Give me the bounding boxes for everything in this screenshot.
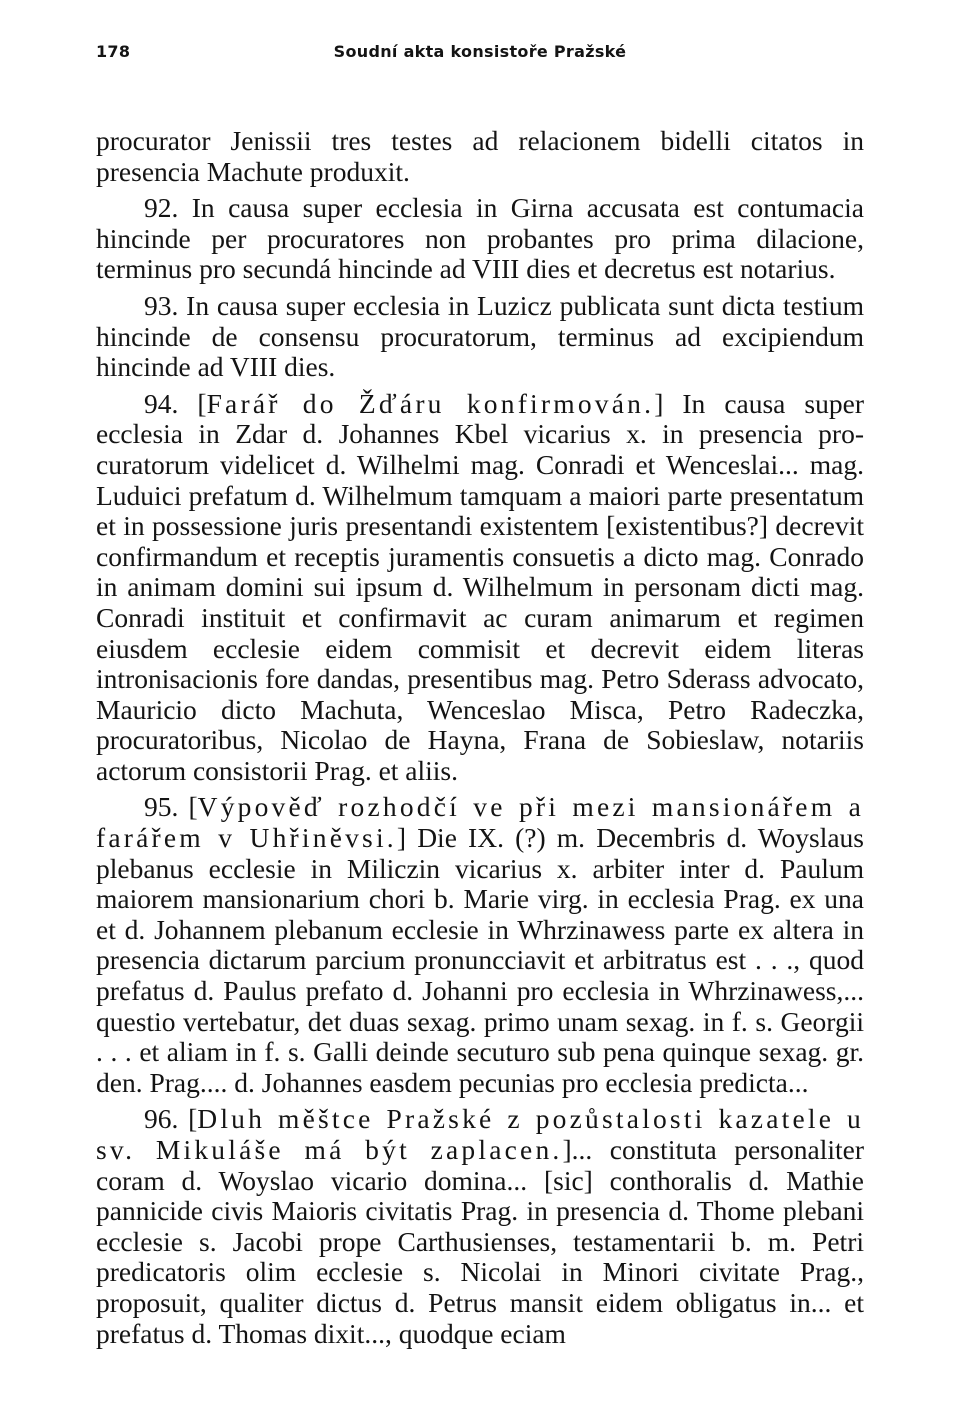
paragraph-heading: Dluh měštce Pražské z pozůstalosti kazatele u sv. Mikuláše má být zaplacen.: [96, 1103, 864, 1165]
paragraph-text: procurator Jenissii tres testes ad relacionem bidelli citatos in presencia Machute produxit.: [96, 125, 864, 187]
paragraph-heading: Farář do Žďáru konfirmován.: [206, 387, 655, 419]
paragraph-text: In causa super ecclesia in Luzicz publicata sunt dicta testium hincinde de consensu procuratorum, terminus ad excipiendum hincinde ad VIII dies.: [96, 289, 864, 383]
running-title: Soudní akta konsistoře Pražské: [333, 42, 627, 61]
paragraph-94: 94. [Farář do Žďáru konfirmován.] In causa super ecclesia in Zdar d. Johannes Kbel vicarius x. in presencia procuratorum videlicet d. Wilhelmi mag. Conradi et Wenceslai... mag. Luduici prefatum d. Wilhelmum tamquam a maiori parte presentatum et in possessione juris presentandi existentem [existentibus?] decrevit confirmandum et receptis juramentis consuetis a dicto mag. Conrado in animam domini sui ipsum d. Wilhelmum in personam dicti mag. Conradi instituit et confirmavit ac curam animarum et regimen eiusdem ecclesie eidem commisit et decrevit eidem literas intronisacionis fore dandas, presentibus mag. Petro Sderass advocato, Mauricio dicto Machuta, Wenceslao Misca, Petro Radeczka, procuratoribus, Nicolao de Hayna, Frana de Sobieslaw, notariis actorum consistorii Prag. et aliis.: [96, 387, 864, 786]
paragraph-95: 95. [Výpověď rozhodčí ve při mezi mansionářem a farářem v Uhřiněvsi.] Die IX. (?) m. Decembris d. Woyslaus plebanus ecclesie in Miliczin vicarius x. arbiter inter d. Paulum maiorem mansionarium chori b. Marie virg. in ecclesia Prag. ex una et d. Johannem plebanum ecclesie in Whrzinawess parte ex altera in presencia dictarum parcium pronuncciavit et arbitratus est . . ., quod prefatus d. Paulus prefato d. Johanni pro ecclesia in Whrzinawess,... questio vertebatur, det duas sexag. primo unam sexag. in f. s. Georgii . . . et aliam in f. s. Galli deinde secuturo sub pena quinque sexag. gr. den. Prag.... d. Johannes easdem pecunias pro ecclesia predicta...: [96, 791, 865, 1098]
paragraph-92: [96, 193, 864, 285]
paragraph-continuation: [96, 126, 864, 187]
paragraph-text: Die IX. (?) m. Decembris d. Woyslaus plebanus ecclesie in Miliczin vicarius x. arbiter inter d. Paulum maiorem mansionarium chori b. Marie virg. in ecclesia Prag. ex una et d. Johannem plebanum ecclesie in Whrzinawess parte ex altera in presencia dictarum parcium pronuncciavit et arbitratus est . . ., quod prefatus d. Paulus prefato d. Johanni pro ecclesia in Whrzinawess,... questio vertebatur, det duas sexag. primo unam sexag. in f. s. Georgii . . . et aliam in f. s. Galli deinde secuturo sub pena quinque sexag. gr. den. Prag.... d. Johannes easdem pecunias pro ecclesia predicta...: [96, 822, 865, 1098]
body-text: [96, 126, 864, 1349]
paragraph-heading: Výpověď rozhodčí ve při mezi mansionářem a farářem v Uhřiněvsi.: [96, 791, 864, 854]
paragraph-number: 93.: [144, 289, 179, 321]
paragraph-96: 96. [Dluh měštce Pražské z pozůstalosti kazatele u sv. Mikuláše má být zaplacen.]... constituta personaliter coram d. Woyslao vicario domina... [sic] conthoralis d. Mathie pannicide civis Maioris civitatis Prag. in presencia d. Thome plebani ecclesie s. Jacobi prope Carthusienses, testamentarii b. m. Petri predicatoris olim ecclesie s. Nicolai in Minori civitate Prag., proposuit, qualiter dictus d. Petrus mansit eidem obligatus in... et prefatus d. Thomas dixit..., quodque eciam: [96, 1103, 864, 1349]
paragraph-text: In causa super ecclesia in Zdar d. Johannes Kbel vicarius x. in presencia procuratorum videlicet d. Wilhelmi mag. Conradi et Wenceslai... mag. Luduici prefatum d. Wilhelmum tamquam a maiori parte presentatum et in possessione juris presentandi existentem [existentibus?] decrevit confirmandum et receptis juramentis consuetis a dicto mag. Conrado in animam domini sui ipsum d. Wilhelmum in personam dicti mag. Conradi instituit et confirmavit ac curam animarum et regimen eiusdem ecclesie eidem commisit et decrevit eidem literas intronisacionis fore dandas, presentibus mag. Petro Sderass advocato, Mauricio dicto Machuta, Wenceslao Misca, Petro Radeczka, procuratoribus, Nicolao de Hayna, Frana de Sobieslaw, notariis actorum consistorii Prag. et aliis.: [96, 387, 864, 786]
paragraph-number: 94.: [144, 387, 179, 419]
running-head: [96, 30, 864, 66]
paragraph-number: 96.: [144, 1103, 179, 1135]
paragraph-93: [96, 291, 864, 383]
paragraph-text: In causa super ecclesia in Girna accusata est contumacia hincinde per procuratores non probantes pro prima dilacione, terminus pro secundá hincinde ad VIII dies et decretus est notarius.: [96, 192, 864, 285]
paragraph-text: ... constituta personaliter coram d. Woyslao vicario domina... [sic] conthoralis d. Mathie pannicide civis Maioris civitatis Prag. in presencia d. Thome plebani ecclesie s. Jacobi prope Carthusienses, testamentarii b. m. Petri predicatoris olim ecclesie s. Nicolai in Minori civitate Prag., proposuit, qualiter dictus d. Petrus mansit eidem obligatus in... et prefatus d. Thomas dixit..., quodque eciam: [96, 1134, 864, 1349]
paragraph-number: 92.: [144, 192, 179, 224]
paragraph-number: 95.: [144, 791, 179, 823]
page: [96, 30, 864, 1349]
page-number: 178: [96, 42, 131, 61]
